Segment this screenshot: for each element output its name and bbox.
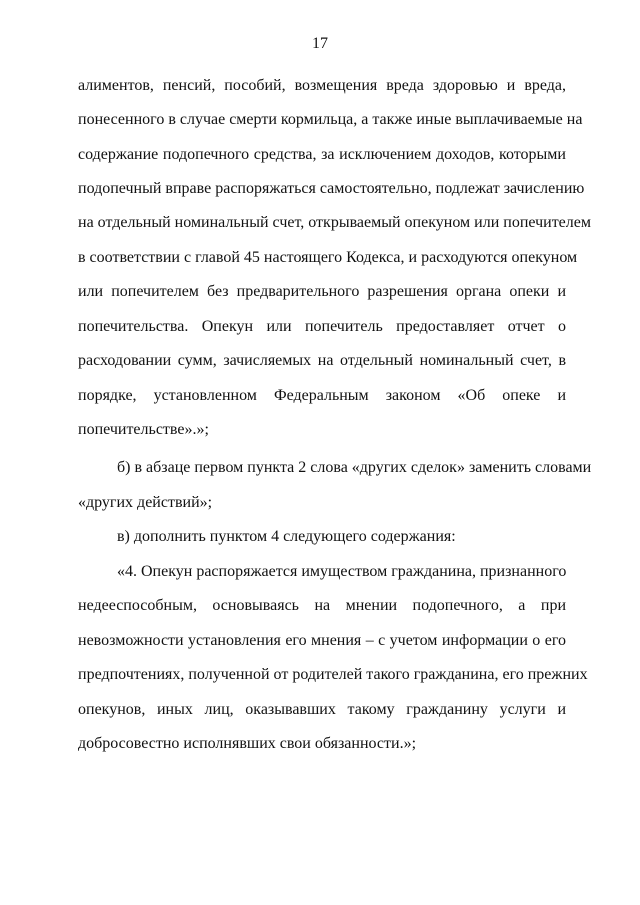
text-line: или попечителем без предварительного разрешения органа опеки и (78, 283, 566, 300)
page-number: 17 (312, 35, 328, 52)
text-line: порядке, установленном Федеральным законом «Об опеке и (78, 387, 566, 404)
text-line: б) в абзаце первом пункта 2 слова «других сделок» заменить словами (117, 459, 592, 476)
text-line: недееспособным, основываясь на мнении подопечного, а при (78, 597, 566, 614)
text-line: «4. Опекун распоряжается имуществом гражданина, признанного (117, 563, 567, 580)
text-line: в соответствии с главой 45 настоящего Кодекса, и расходуются опекуном (78, 249, 578, 266)
text-line: опекунов, иных лиц, оказывавших такому гражданину услуги и (78, 701, 566, 718)
text-line: на отдельный номинальный счет, открываемый опекуном или попечителем (78, 214, 591, 231)
text-line: невозможности установления его мнения – с учетом информации о его (78, 632, 566, 649)
text-line: подопечный вправе распоряжаться самостоятельно, подлежат зачислению (78, 180, 585, 197)
text-line: в) дополнить пунктом 4 следующего содержания: (117, 528, 456, 545)
text-line: предпочтениях, полученной от родителей такого гражданина, его прежних (78, 666, 588, 683)
text-line: попечительства. Опекун или попечитель предоставляет отчет о (78, 318, 566, 335)
text-line: расходовании сумм, зачисляемых на отдельный номинальный счет, в (78, 352, 566, 369)
text-line: понесенного в случае смерти кормильца, а также иные выплачиваемые на (78, 111, 583, 128)
text-line: содержание подопечного средства, за исключением доходов, которыми (78, 146, 566, 163)
text-line: добросовестно исполнявших свои обязанности.»; (78, 735, 417, 752)
text-line: попечительстве».»; (78, 421, 209, 438)
text-line: алиментов, пенсий, пособий, возмещения вреда здоровью и вреда, (78, 77, 566, 94)
text-line: «других действий»; (78, 494, 213, 511)
